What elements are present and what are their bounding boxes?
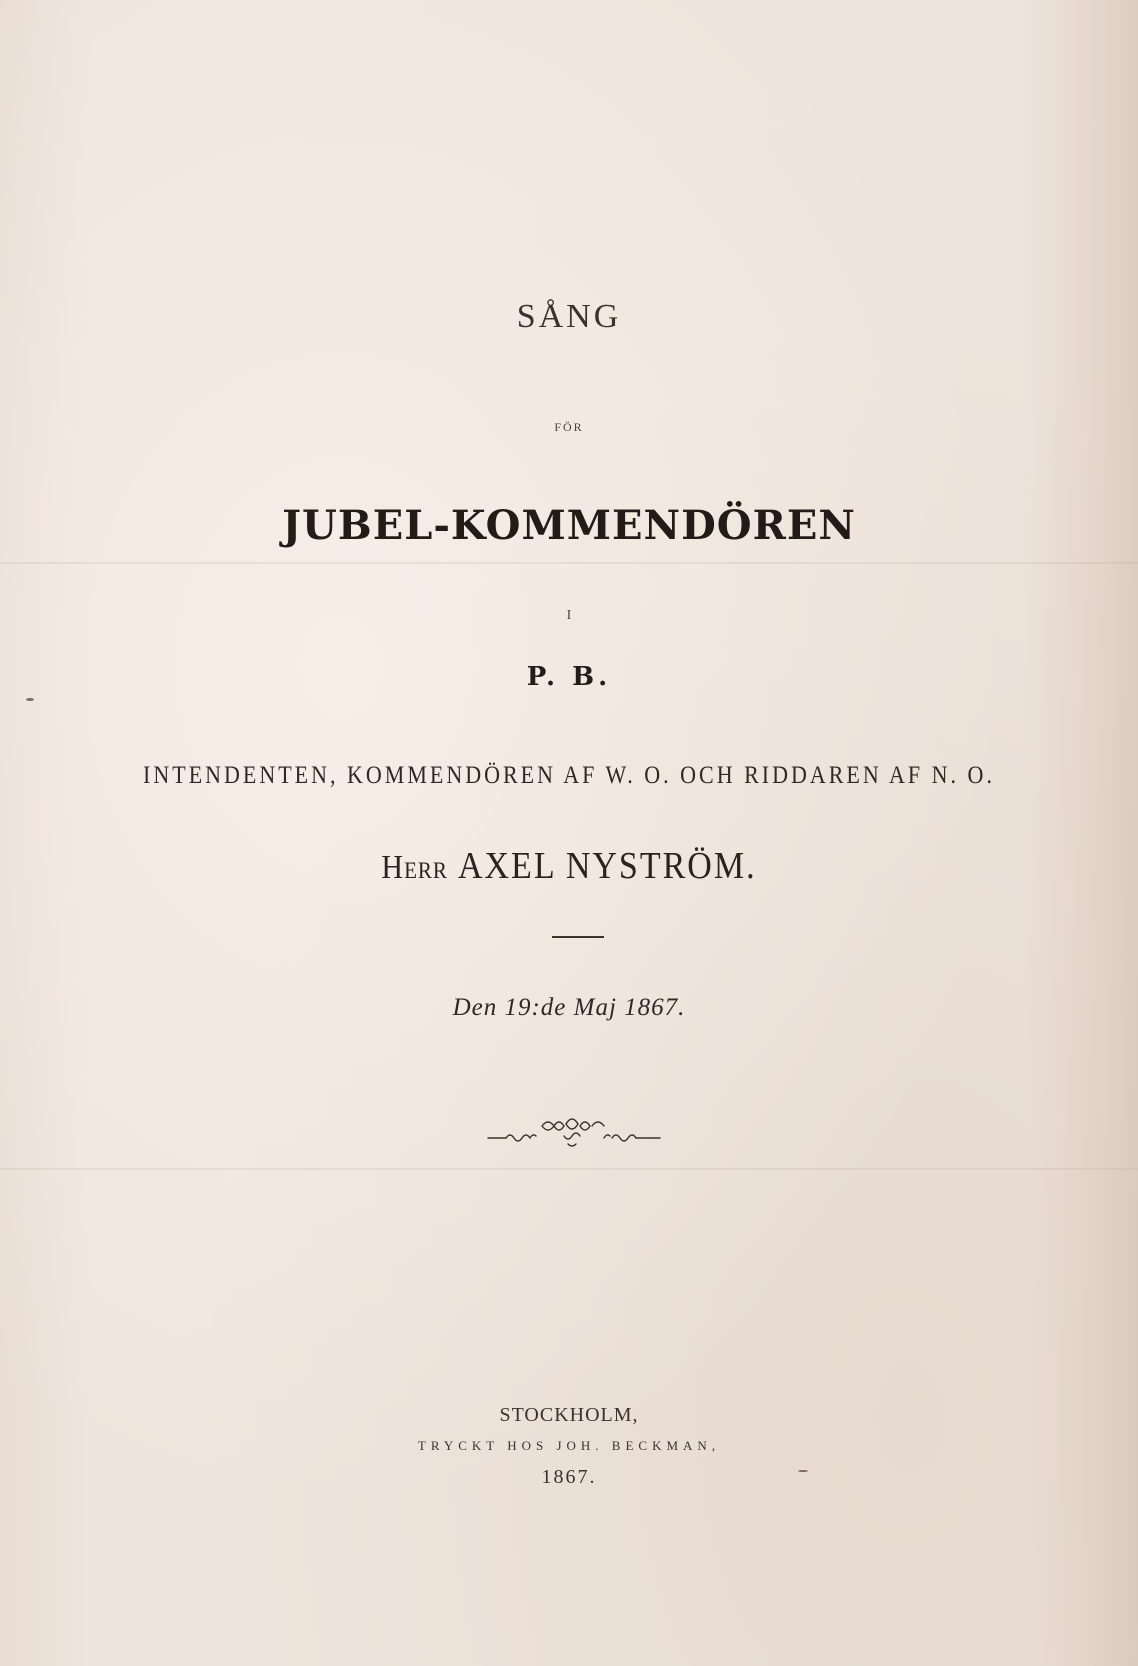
imprint-year: 1867. xyxy=(541,1466,597,1488)
paper-fold-line xyxy=(0,1168,1138,1170)
subject-heading: JUBEL-KOMMENDÖREN xyxy=(282,502,856,549)
abbreviation-heading: P. B. xyxy=(526,662,612,692)
divider-rule xyxy=(552,936,604,938)
paper-fold-line xyxy=(0,562,1138,564)
document-title: SÅNG xyxy=(516,298,622,335)
imprint-city: STOCKHOLM, xyxy=(499,1404,639,1426)
in-word: I xyxy=(566,608,572,623)
paper-speck xyxy=(26,698,34,701)
honoree-name xyxy=(0,846,1138,889)
honoree-full-name: AXEL NYSTRÖM. xyxy=(457,845,757,888)
for-word: FÖR xyxy=(554,420,584,434)
date-line: Den 19:de Maj 1867. xyxy=(452,994,686,1021)
imprint-printer: TRYCKT HOS JOH. BECKMAN, xyxy=(417,1438,721,1453)
titles-line: INTENDENTEN, KOMMENDÖREN AF W. O. OCH RIDDAREN AF N. O. xyxy=(143,760,995,789)
honorific: Herr xyxy=(381,849,448,887)
scroll-flourish-ornament-icon xyxy=(484,1110,664,1150)
